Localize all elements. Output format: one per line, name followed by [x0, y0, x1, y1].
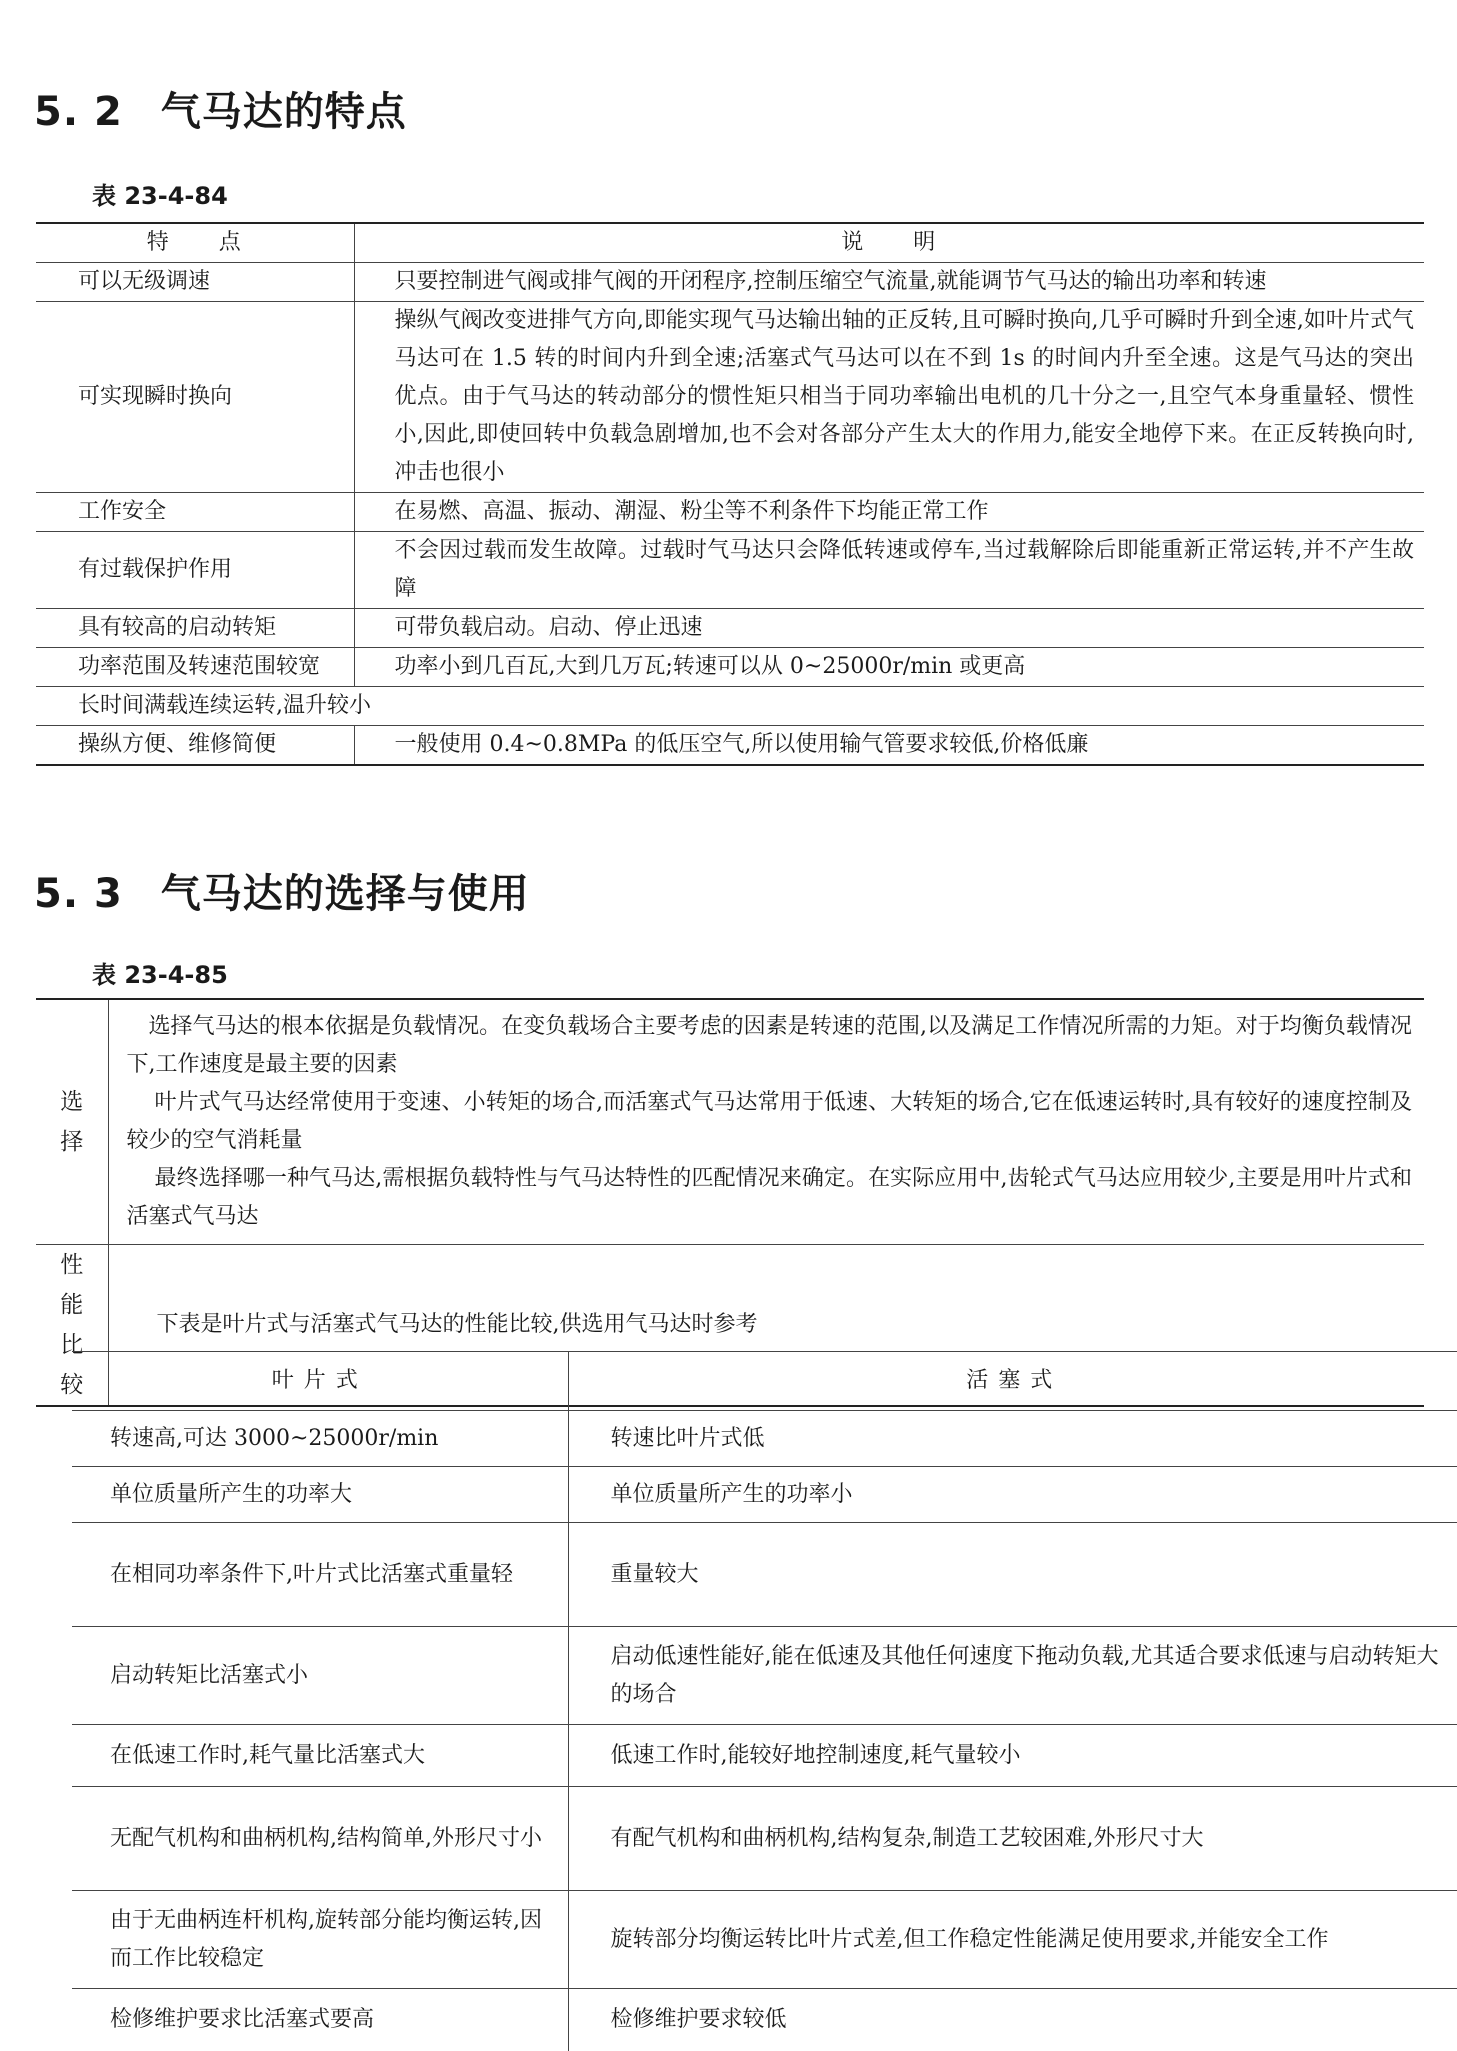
vane-cell: 单位质量所产生的功率大 [72, 1467, 568, 1523]
vane-cell: 转速高,可达 3000~25000r/min [72, 1411, 568, 1467]
table-row [72, 1523, 1457, 1627]
table-23-4-84-label: 表 23-4-84 [92, 182, 228, 210]
table-row [36, 263, 1424, 302]
table-row [72, 1467, 1457, 1523]
table-header-row [36, 223, 1424, 263]
piston-cell: 单位质量所产生的功率小 [568, 1467, 1457, 1523]
comparison-header-row [72, 1352, 1457, 1411]
vane-cell: 启动转矩比活塞式小 [72, 1627, 568, 1725]
table-row [36, 687, 1424, 726]
description-cell: 在易燃、高温、振动、潮湿、粉尘等不利条件下均能正常工作 [354, 493, 1424, 532]
selection-content [108, 999, 1424, 1245]
table-row [36, 302, 1424, 493]
section-5-3-title [34, 862, 530, 919]
selection-row [36, 999, 1424, 1245]
section-heading: 气马达的特点 [160, 89, 407, 135]
selection-paragraph: 选择气马达的根本依据是负载情况。在变负载场合主要考虑的因素是转速的范围,以及满足工作情况所需的力矩。对于均衡负载情况下,工作速度是最主要的因素 [126, 1014, 1412, 1077]
description-cell: 不会因过载而发生故障。过载时气马达只会降低转速或停车,当过载解除后即能重新正常运转,并不产生故障 [354, 532, 1424, 609]
table-23-4-85 [36, 998, 1439, 2032]
comparison-content [108, 1245, 1439, 2032]
feature-cell: 有过载保护作用 [36, 532, 354, 609]
description-cell: 可带负载启动。启动、停止迅速 [354, 609, 1424, 648]
table-row [36, 726, 1424, 766]
table-row [36, 532, 1424, 609]
vane-cell: 在低速工作时,耗气量比活塞式大 [72, 1725, 568, 1787]
side-label-comparison: 性能比较 [36, 1245, 108, 1407]
piston-cell: 启动低速性能好,能在低速及其他任何速度下拖动负载,尤其适合要求低速与启动转矩大的场合 [568, 1627, 1457, 1725]
feature-cell: 可以无级调速 [36, 263, 354, 302]
section-heading: 气马达的选择与使用 [160, 871, 530, 917]
table-row [72, 1787, 1457, 1891]
comparison-table [72, 1351, 1457, 2051]
description-cell: 一般使用 0.4~0.8MPa 的低压空气,所以使用输气管要求较低,价格低廉 [354, 726, 1424, 766]
selection-paragraph: 最终选择哪一种气马达,需根据负载特性与气马达特性的匹配情况来确定。在实际应用中,齿轮式气马达应用较少,主要是用叶片式和活塞式气马达 [126, 1166, 1412, 1229]
feature-cell: 可实现瞬时换向 [36, 302, 354, 493]
table-23-4-85-label: 表 23-4-85 [92, 961, 228, 989]
piston-cell: 检修维护要求较低 [568, 1989, 1457, 2051]
description-cell: 功率小到几百瓦,大到几万瓦;转速可以从 0~25000r/min 或更高 [354, 648, 1424, 687]
header-description: 说 明 [841, 230, 938, 255]
piston-cell: 转速比叶片式低 [568, 1411, 1457, 1467]
table-row [72, 1411, 1457, 1467]
table-23-4-84 [36, 222, 1424, 766]
piston-cell: 旋转部分均衡运转比叶片式差,但工作稳定性能满足使用要求,并能安全工作 [568, 1891, 1457, 1989]
vane-cell: 由于无曲柄连杆机构,旋转部分能均衡运转,因而工作比较稳定 [72, 1891, 568, 1989]
vane-cell: 无配气机构和曲柄机构,结构简单,外形尺寸小 [72, 1787, 568, 1891]
section-number: 5. 3 [34, 871, 123, 917]
table-row [36, 493, 1424, 532]
table-row [72, 1989, 1457, 2051]
header-feature: 特 点 [36, 223, 354, 263]
feature-cell: 功率范围及转速范围较宽 [36, 648, 354, 687]
description-cell: 只要控制进气阀或排气阀的开闭程序,控制压缩空气流量,就能调节气马达的输出功率和转速 [354, 263, 1424, 302]
vane-cell: 检修维护要求比活塞式要高 [72, 1989, 568, 2051]
section-number: 5. 2 [34, 89, 123, 135]
section-5-2-title [34, 80, 407, 137]
table-row [72, 1627, 1457, 1725]
piston-cell: 重量较大 [568, 1523, 1457, 1627]
feature-cell: 操纵方便、维修简便 [36, 726, 354, 766]
spanning-feature-cell: 长时间满载连续运转,温升较小 [36, 687, 1424, 726]
table-row [72, 1725, 1457, 1787]
comparison-row [36, 1245, 1424, 1407]
feature-cell: 工作安全 [36, 493, 354, 532]
description-cell: 操纵气阀改变进排气方向,即能实现气马达输出轴的正反转,且可瞬时换向,几乎可瞬时升到全速,如叶片式气马达可在 1.5 转的时间内升到全速;活塞式气马达可以在不到 1s 的时间内升至全速。这是气马达的突出优点。由于气马达的转动部分的惯性矩只相当于同功率输出电机的几十分之一,且空气本身重量轻、惯性小,因此,即使回转中负载急剧增加,也不会对各部分产生太大的作用力,能安全地停下来。在正反转换向时,冲击也很小 [354, 302, 1424, 493]
header-vane-type: 叶片式 [72, 1352, 568, 1411]
table-row [36, 609, 1424, 648]
table-row [36, 648, 1424, 687]
piston-cell: 低速工作时,能较好地控制速度,耗气量较小 [568, 1725, 1457, 1787]
piston-cell: 有配气机构和曲柄机构,结构复杂,制造工艺较困难,外形尺寸大 [568, 1787, 1457, 1891]
table-row [72, 1891, 1457, 1989]
feature-cell: 具有较高的启动转矩 [36, 609, 354, 648]
vane-cell: 在相同功率条件下,叶片式比活塞式重量轻 [72, 1523, 568, 1627]
selection-paragraph: 叶片式气马达经常使用于变速、小转矩的场合,而活塞式气马达常用于低速、大转矩的场合,它在低速运转时,具有较好的速度控制及较少的空气消耗量 [126, 1090, 1412, 1153]
comparison-intro: 下表是叶片式与活塞式气马达的性能比较,供选用气马达时参考 [156, 1312, 758, 1337]
side-label-selection: 选择 [36, 999, 108, 1245]
header-piston-type: 活塞式 [568, 1352, 1457, 1411]
